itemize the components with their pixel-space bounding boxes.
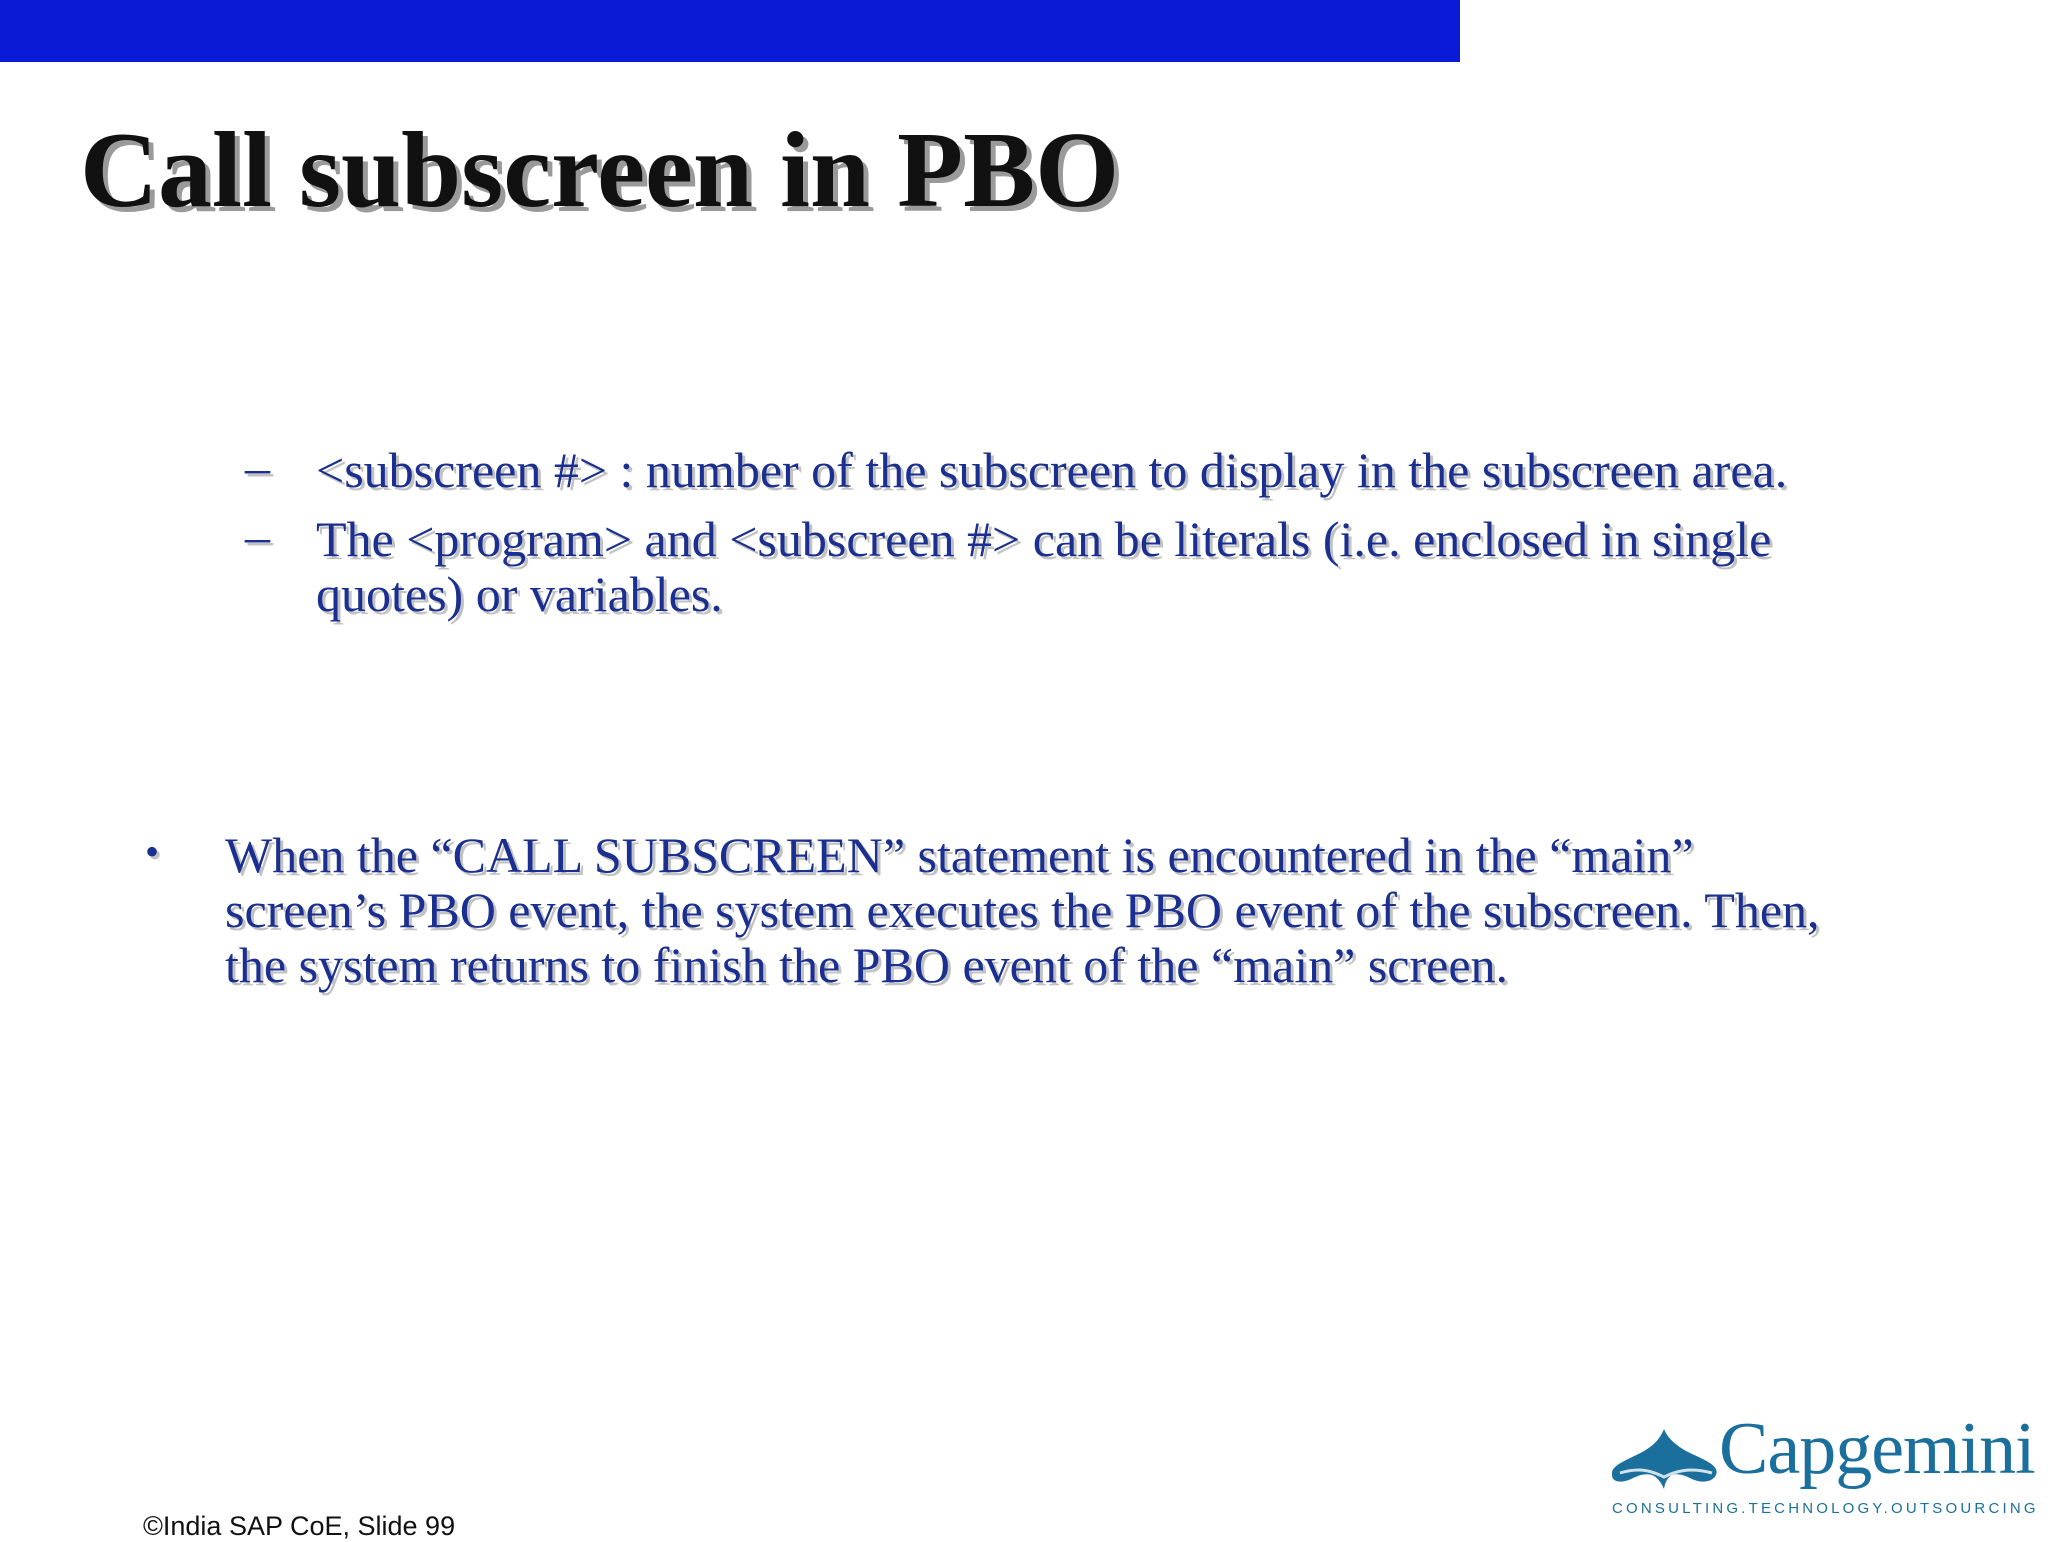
slide-footer: ©India SAP CoE, Slide 99 [143,1511,456,1541]
main-bullet-text: When the “CALL SUBSCREEN” statement is encountered in the “main” screen’s PBO event, the system executes the PBO event of the subscreen. Then, the system returns to finish the PBO event of the “main” screen. [225,827,1820,993]
sub-bullet-item [245,439,1905,498]
spade-logo-icon [1612,1427,1722,1497]
dash-bullet-marker: – [245,508,270,564]
slide-title: Call subscreen in PBO [80,111,1120,230]
sub-bullet-text: The <program> and <subscreen #> can be literals (i.e. enclosed in single quotes) or variables. [316,511,1772,622]
logo-wordmark: Capgemini [1719,1408,2035,1490]
dash-bullet-marker: – [245,439,270,495]
main-bullet-list [145,828,1865,993]
main-bullet-item [145,828,1865,993]
bullet-marker: • [145,829,160,874]
logo-tagline: CONSULTING.TECHNOLOGY.OUTSOURCING [1612,1500,2039,1517]
sub-bullet-text: <subscreen #> : number of the subscreen to display in the subscreen area. [316,442,1788,498]
top-accent-bar [0,0,1460,62]
sub-bullet-list [245,439,1905,636]
sub-bullet-item [245,508,1905,622]
capgemini-logo [1612,1408,2039,1520]
